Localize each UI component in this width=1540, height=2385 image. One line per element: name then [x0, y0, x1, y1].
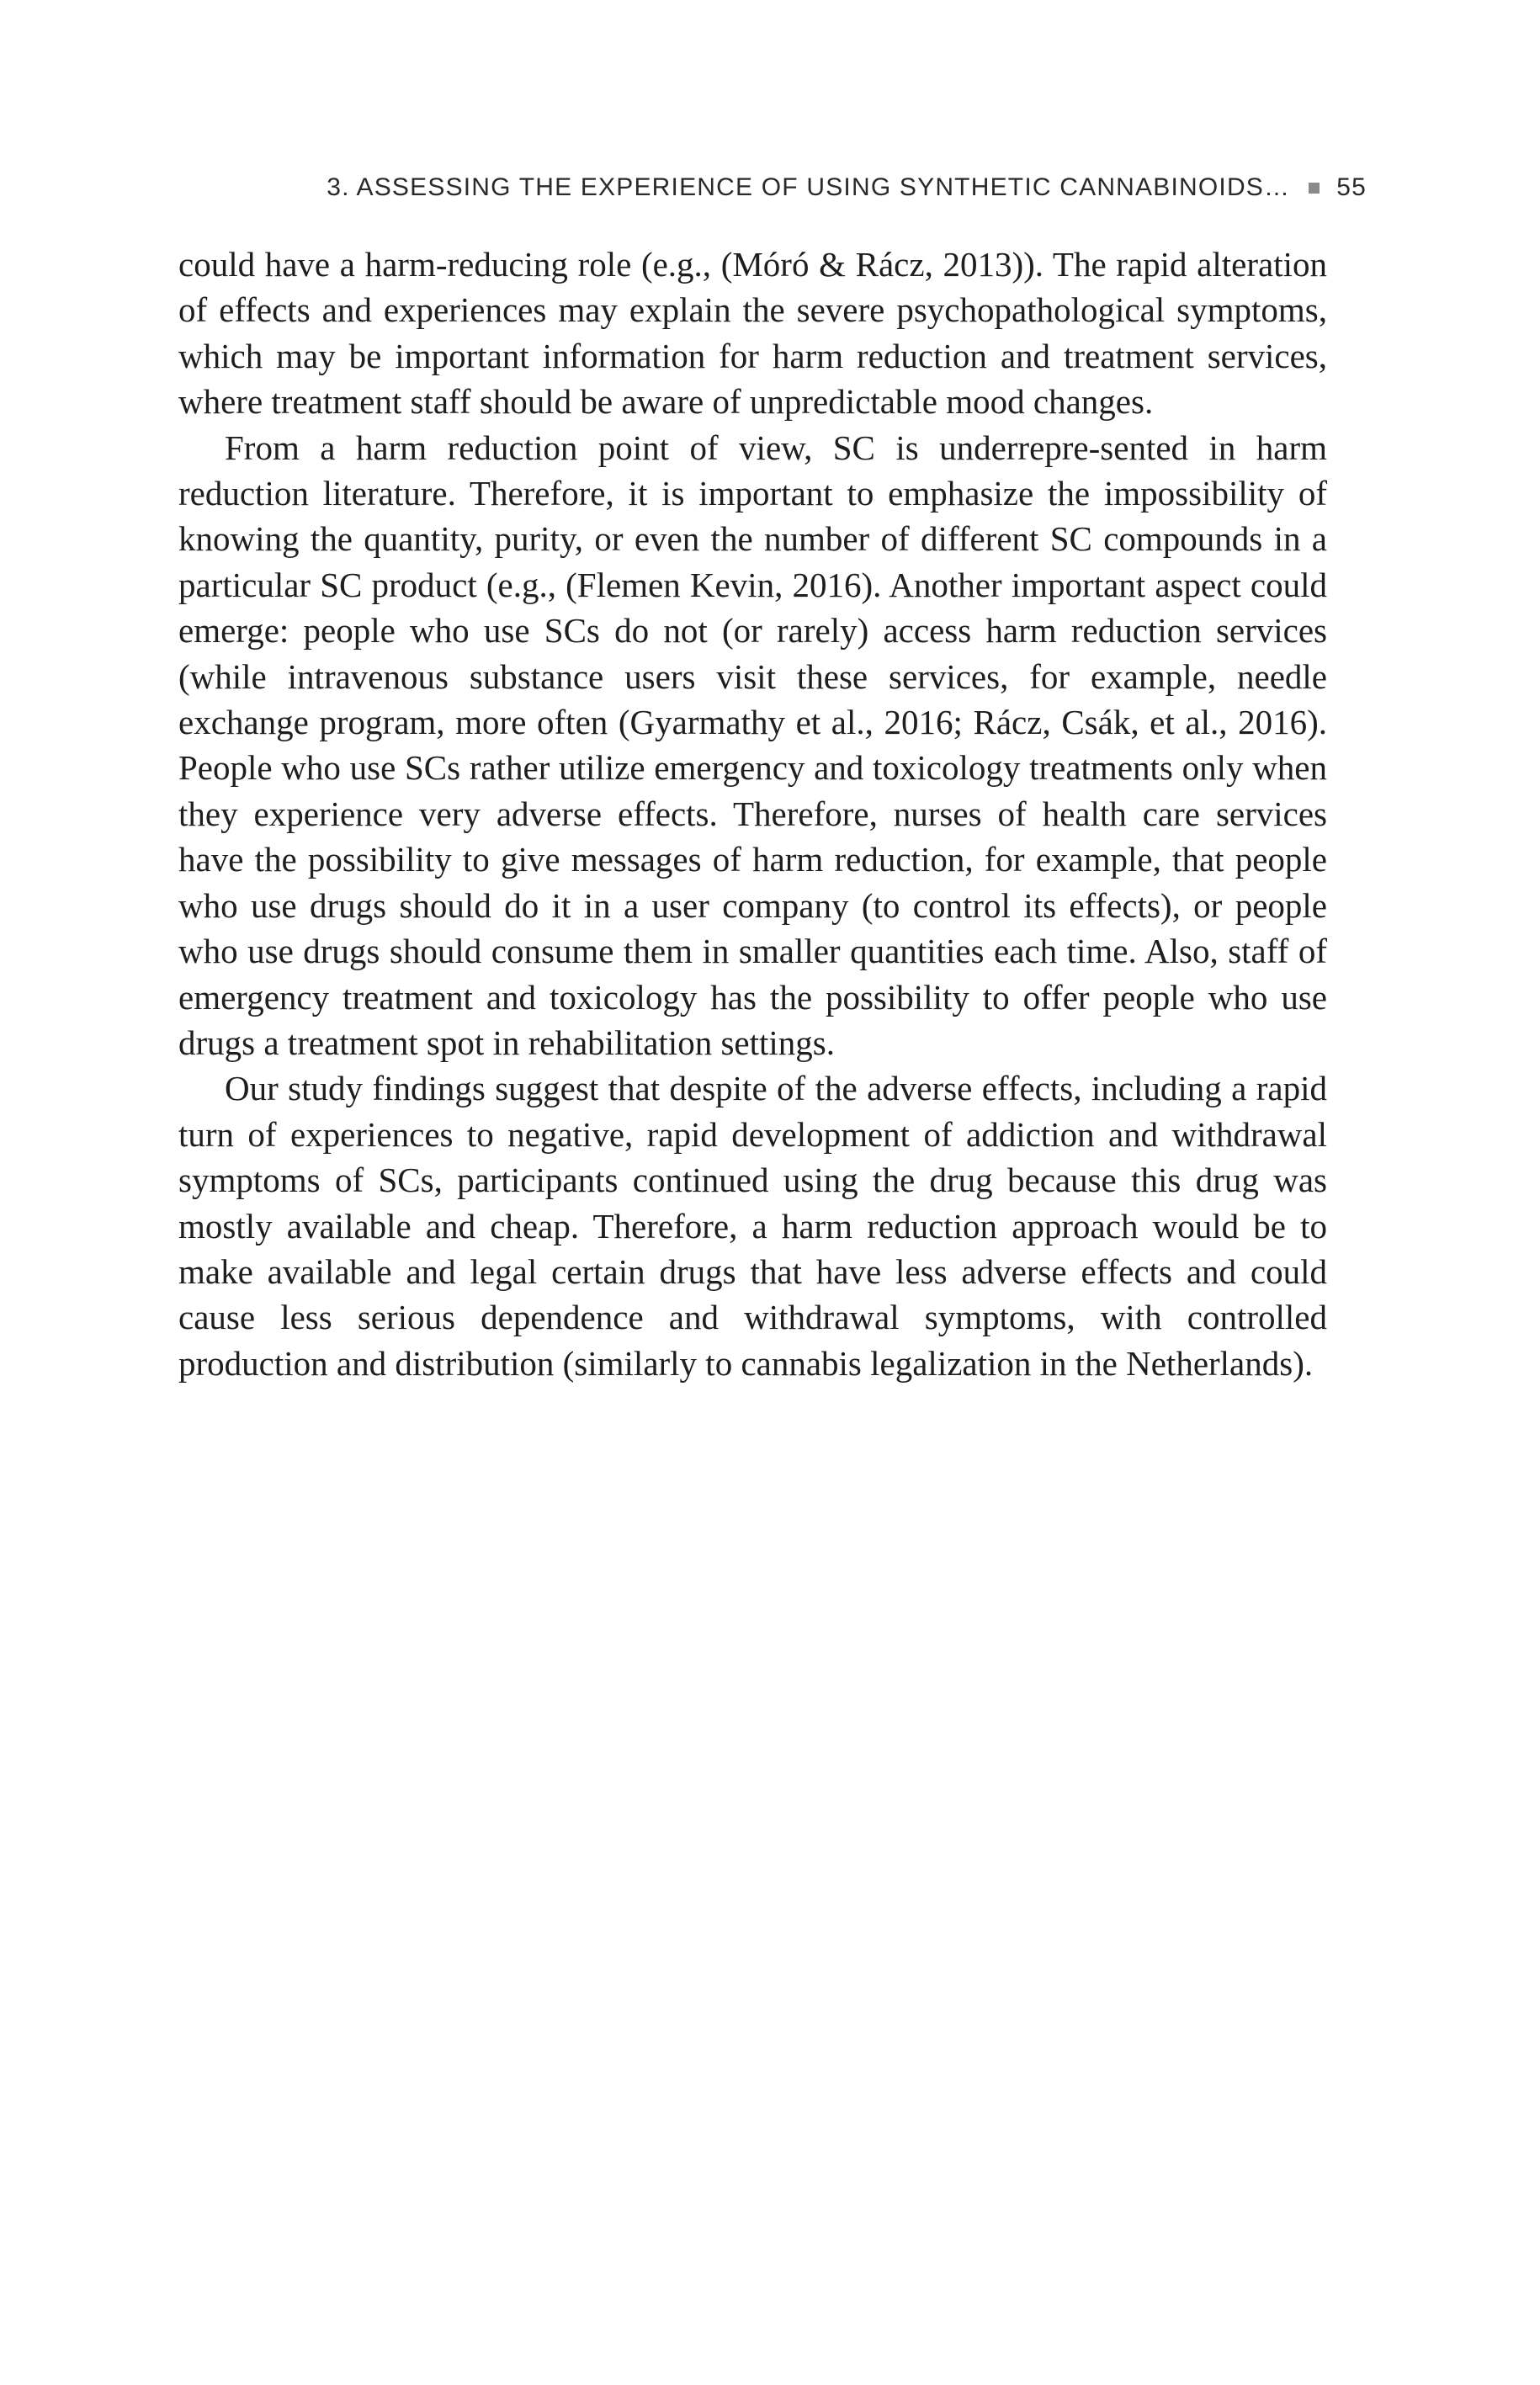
body-text [178, 242, 1327, 1386]
paragraph: From a harm reduction point of view, SC is underrepre-sented in harm reduction literature. Therefore, it is important to emphasize the impossibility of knowing the quantity, purity, or even the number of different SC compounds in a particular SC product (e.g., (Flemen Kevin, 2016). Another important aspect could emerge: people who use SCs do not (or rarely) access harm reduction services (while intravenous substance users visit these services, for example, needle exchange program, more often (Gyarmathy et al., 2016; Rácz, Csák, et al., 2016). People who use SCs rather utilize emergency and toxicology treatments only when they experience very adverse effects. Therefore, nurses of health care services have the possibility to give messages of harm reduction, for example, that people who use drugs should do it in a user company (to control its effects), or people who use drugs should consume them in smaller quantities each time. Also, staff of emergency treatment and toxicology has the possibility to offer people who use drugs a treatment spot in rehabilitation settings. [178, 428, 1327, 1062]
paragraph: could have a harm-reducing role (e.g., (Móró & Rácz, 2013)). The rapid alteration of effects and experiences may explain the severe psychopathological symptoms, which may be important information for harm reduction and treatment services, where treatment staff should be aware of unpredictable mood changes. [178, 245, 1327, 422]
page-number: 55 [1336, 173, 1367, 201]
paragraph: Our study findings suggest that despite of the adverse effects, including a rapid turn of experiences to negative, rapid development of addiction and withdrawal symptoms of SCs, participants continued using the drug because this drug was mostly available and cheap. Therefore, a harm reduction approach would be to make available and legal certain drugs that have less adverse effects and could cause less serious dependence and withdrawal symptoms, with controlled production and distribution (similarly to cannabis legalization in the Netherlands). [178, 1069, 1327, 1383]
running-title: 3. ASSESSING THE EXPERIENCE OF USING SYNTHETIC CANNABINOIDS… [327, 173, 1291, 201]
running-header [327, 173, 1367, 202]
square-bullet-icon [1309, 183, 1320, 194]
